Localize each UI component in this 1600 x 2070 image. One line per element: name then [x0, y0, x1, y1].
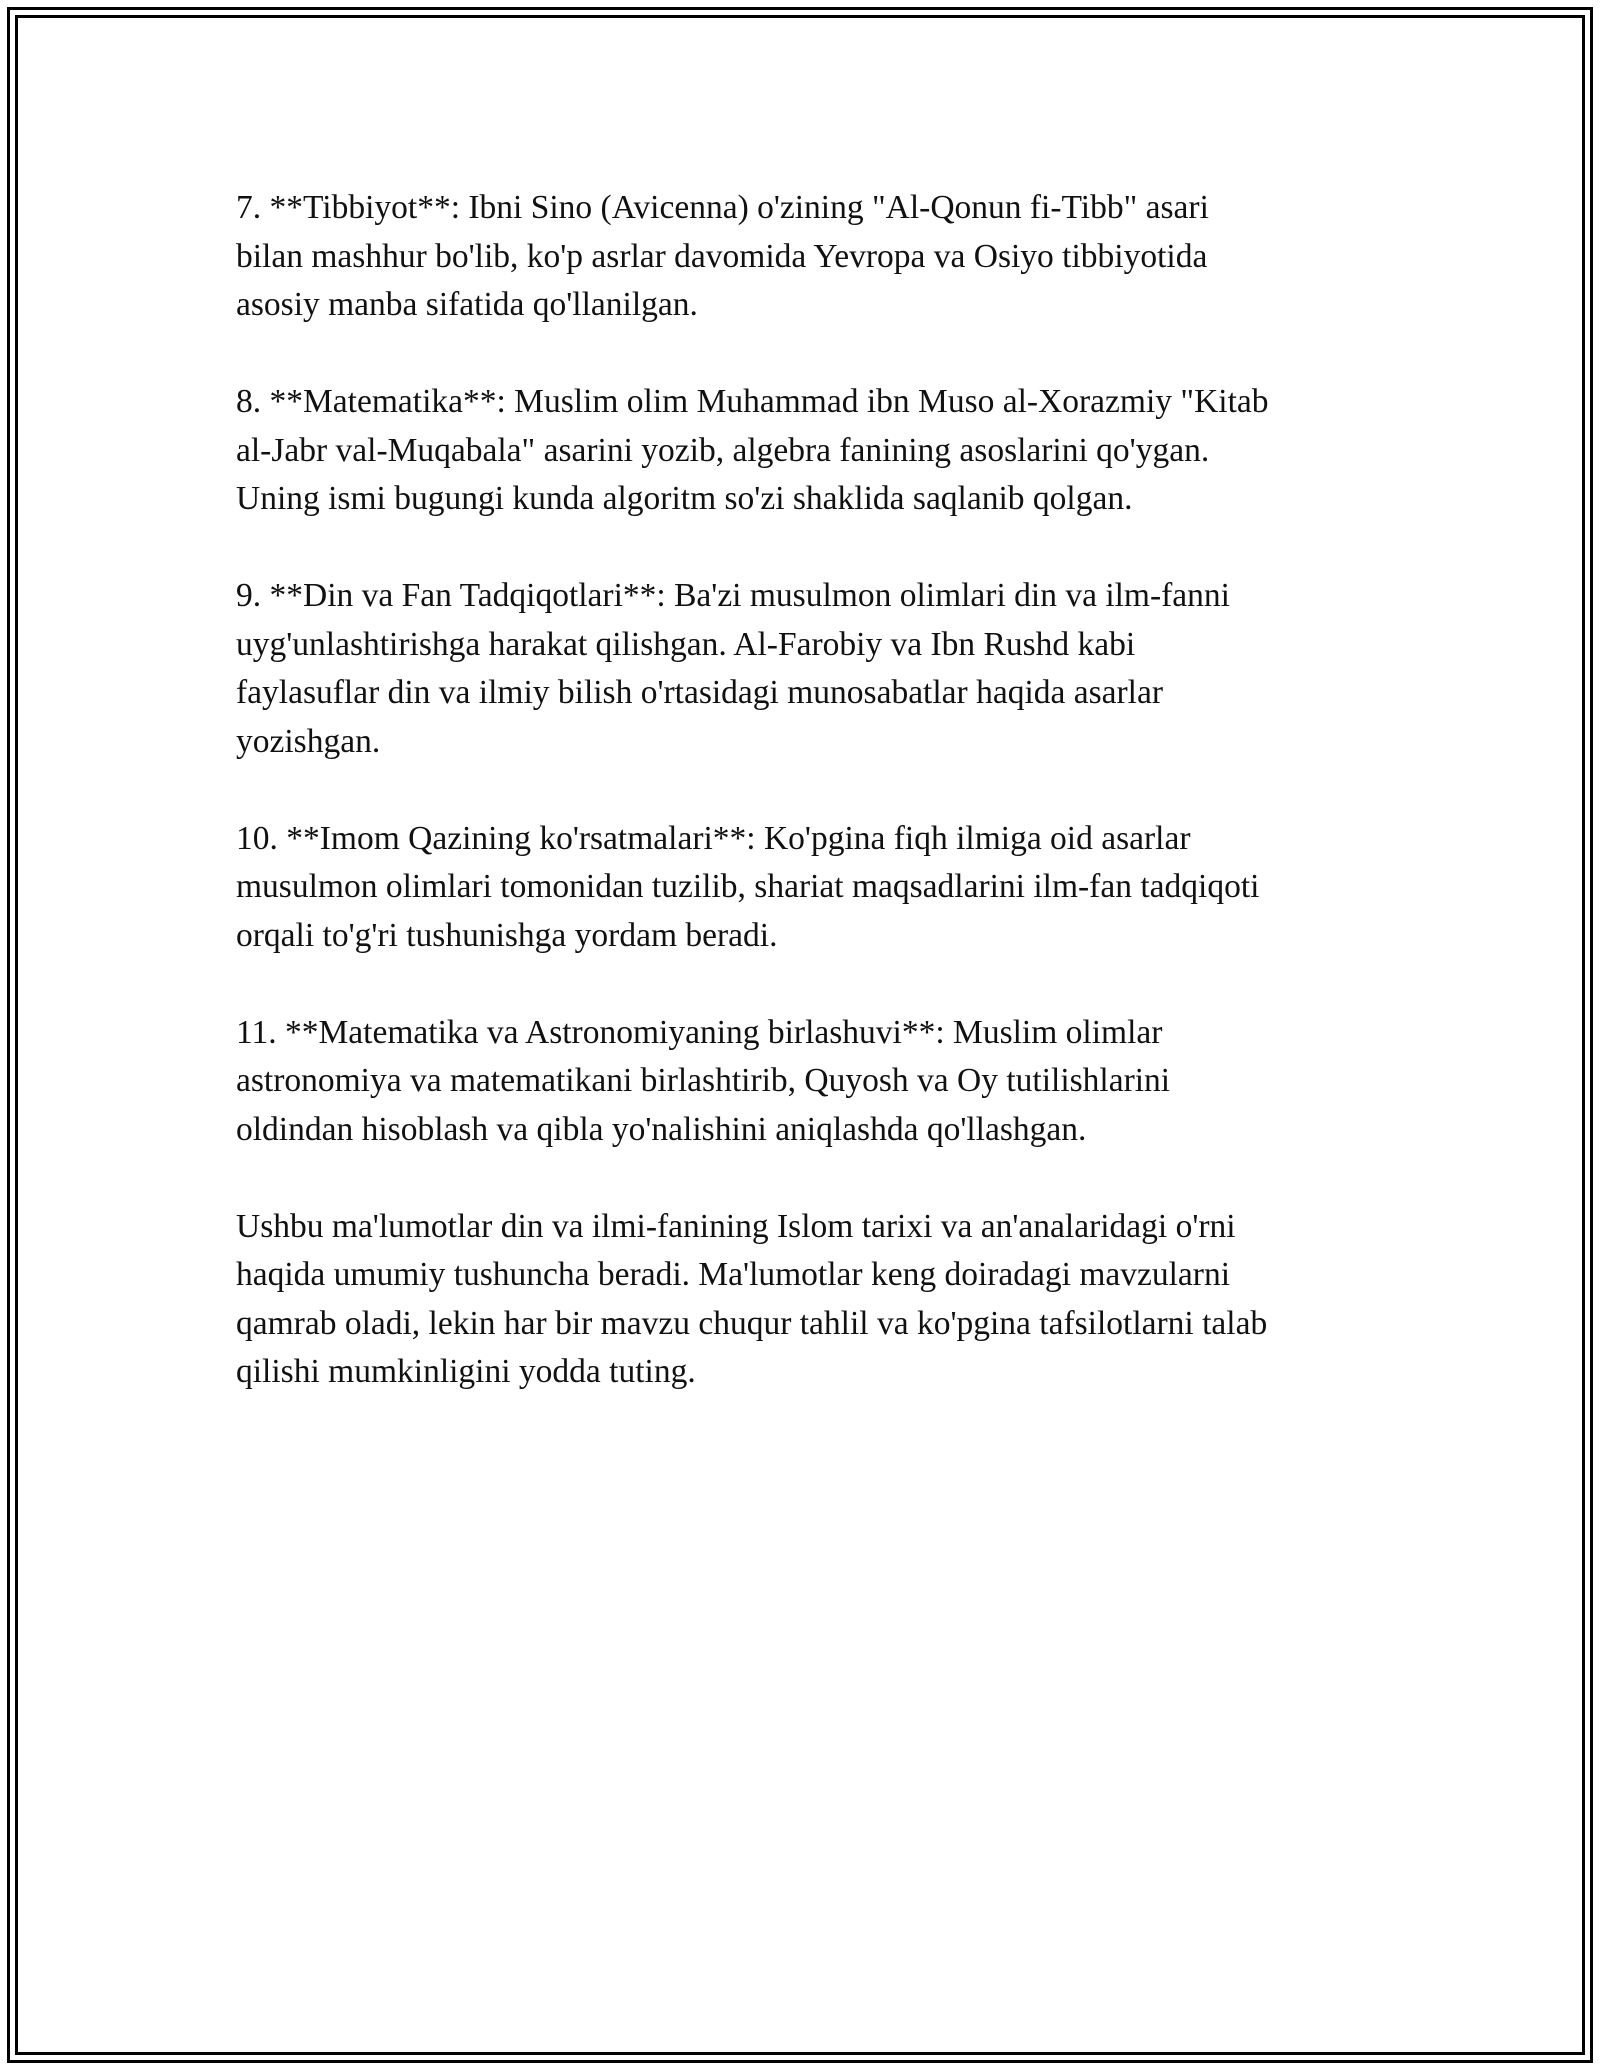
paragraph-medicine: 7. **Tibbiyot**: Ibni Sino (Avicenna) o'zining "Al-Qonun fi-Tibb" asari bilan mashhur bo'lib, ko'p asrlar davomida Yevropa va Osiyo tibbiyotida asosiy manba sifatida qo'llanilgan.	[236, 189, 1209, 323]
paragraph-imam-guidance: 10. **Imom Qazining ko'rsatmalari**: Ko'pgina fiqh ilmiga oid asarlar musulmon olimlari tomonidan tuzilib, shariat maqsadlarini ilm-fan tadqiqoti orqali to'g'ri tushunishga yordam beradi.	[236, 819, 1260, 954]
paragraph-religion-science: 9. **Din va Fan Tadqiqotlari**: Ba'zi musulmon olimlari din va ilm-fanni uyg'unlashtirishga harakat qilishgan. Al-Farobiy va Ibn Rushd kabi faylasuflar din va ilmiy bilish o'rtasidagi munosabatlar haqida asarlar yozishgan.	[236, 577, 1230, 760]
paragraph-math-astronomy: 11. **Matematika va Astronomiyaning birlashuvi**: Muslim olimlar astronomiya va matematikani birlashtirib, Quyosh va Oy tutilishlarini oldindan hisoblash va qibla yo'nalishini aniqlashda qo'llashgan.	[236, 1013, 1171, 1148]
paragraph-mathematics: 8. **Matematika**: Muslim olim Muhammad ibn Muso al-Xorazmiy "Kitab al-Jabr val-Muqabala" asarini yozib, algebra fanining asoslarini qo'ygan. Uning ismi bugungi kunda algoritm so'zi shaklida saqlanib qolgan.	[236, 383, 1269, 517]
document-body	[236, 184, 1386, 1445]
paragraph-conclusion: Ushbu ma'lumotlar din va ilmi-fanining Islom tarixi va an'analaridagi o'rni haqida umumiy tushuncha beradi. Ma'lumotlar keng doiradagi mavzularni qamrab oladi, lekin har bir mavzu chuqur tahlil va ko'pgina tafsilotlarni talab qilishi mumkinligini yodda tuting.	[236, 1207, 1268, 1390]
